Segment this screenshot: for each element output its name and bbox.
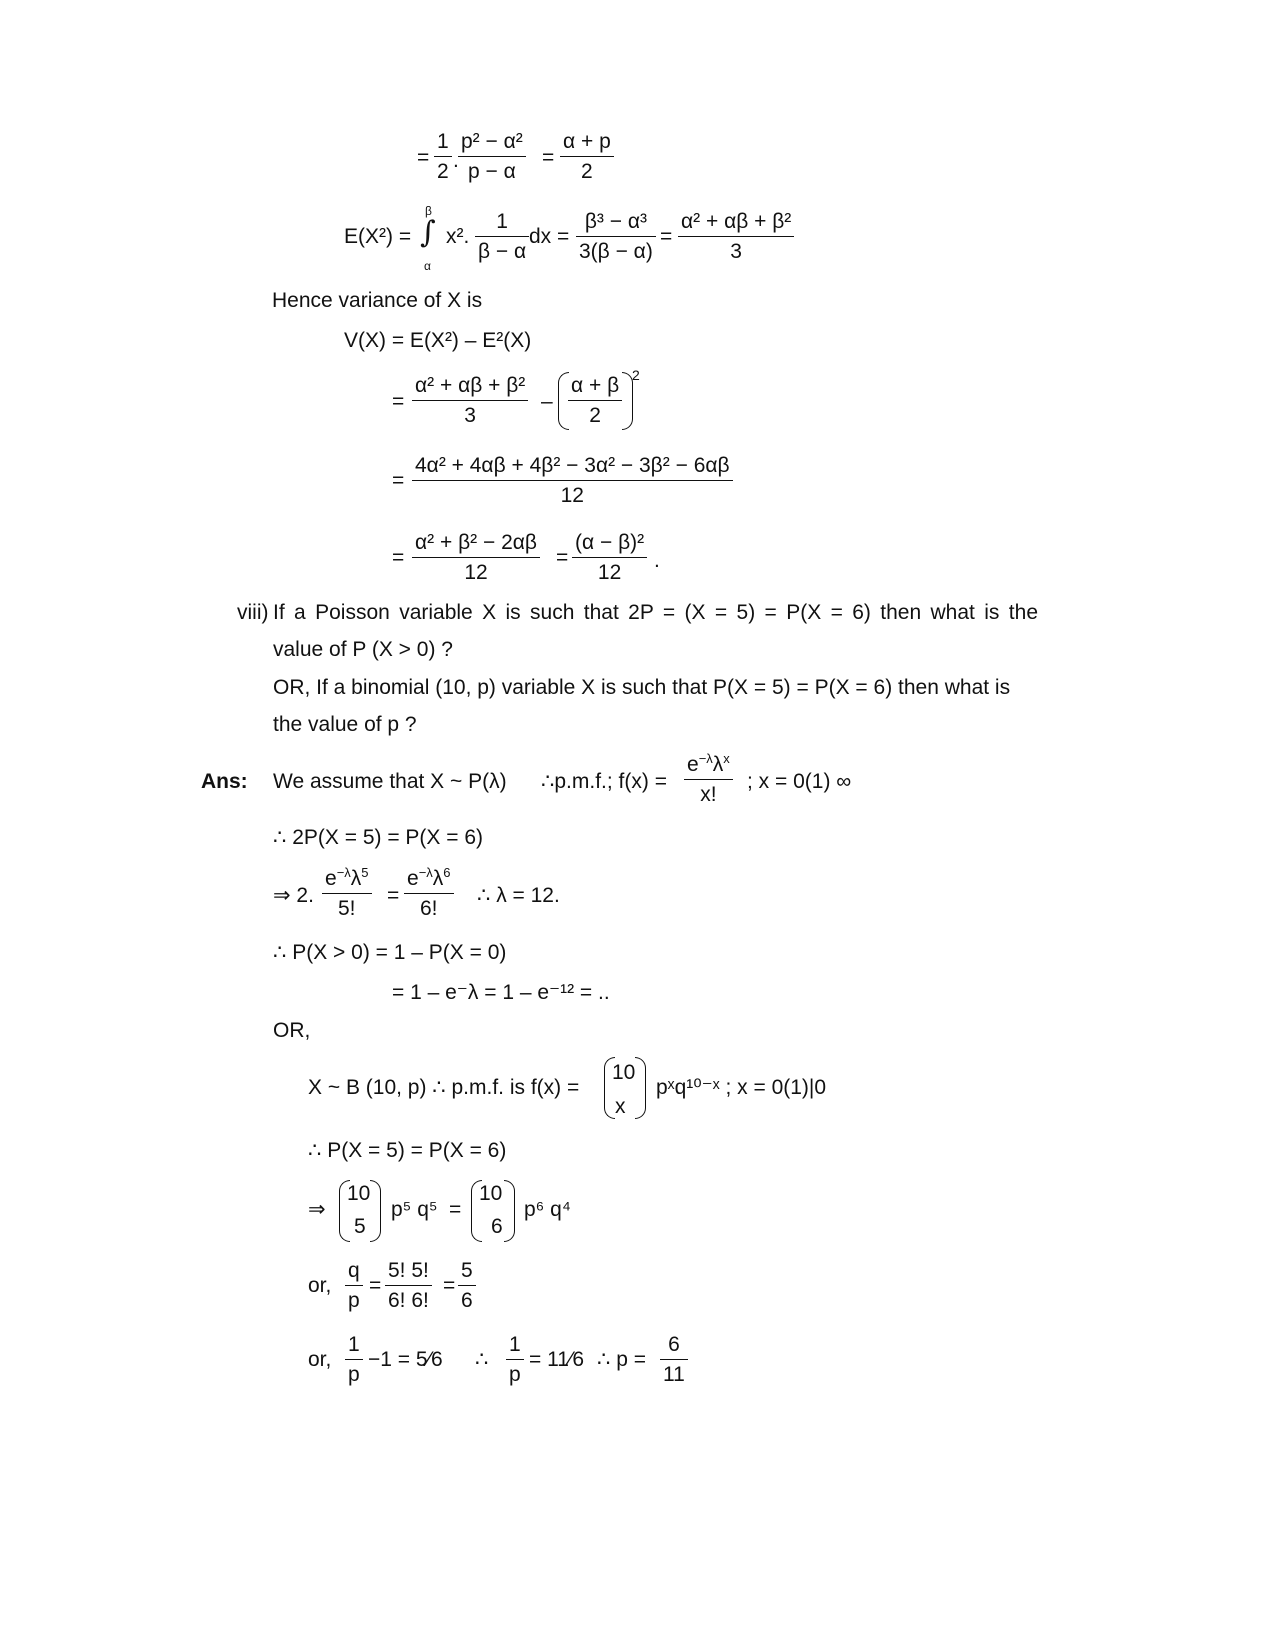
equals-sign: = bbox=[392, 469, 405, 492]
binomial-pmf-label: X ~ B (10, p) ∴ p.m.f. is f(x) = bbox=[308, 1076, 580, 1099]
dot: . bbox=[453, 149, 459, 172]
fraction-poisson-pmf bbox=[684, 751, 733, 807]
numerator: α² + β² − 2αβ bbox=[415, 531, 537, 554]
numerator: 1 bbox=[496, 210, 508, 233]
right-paren bbox=[370, 1180, 381, 1242]
pmf-range: ; x = 0(1) ∞ bbox=[747, 770, 852, 793]
numerator: (α − β)² bbox=[575, 531, 645, 554]
numerator: α + p bbox=[563, 130, 611, 153]
equals-sign: = bbox=[392, 390, 405, 413]
numerator: p² − α² bbox=[461, 130, 523, 153]
minus-sign: – bbox=[541, 390, 553, 413]
binom-top: 10 bbox=[612, 1061, 636, 1084]
fraction-1-over-p bbox=[345, 1334, 363, 1386]
prob-x-gt-0: ∴ P(X > 0) = 1 – P(X = 0) bbox=[273, 941, 507, 964]
or-label: or, bbox=[308, 1274, 332, 1297]
question-line-4: the value of p ? bbox=[273, 713, 417, 736]
equals-sign: = bbox=[556, 546, 569, 569]
question-line-1: If a Poisson variable X is such that 2P = (X = 5) = P(X = 6) then what is the bbox=[273, 601, 1038, 624]
equals-sign: = bbox=[387, 884, 400, 907]
term-p6q4: p⁶ q⁴ bbox=[524, 1198, 571, 1221]
numerator: q bbox=[348, 1259, 360, 1282]
fraction-beta3-alpha3 bbox=[576, 211, 656, 263]
equals-sign: = bbox=[449, 1198, 462, 1221]
variance-definition: V(X) = E(X²) – E²(X) bbox=[344, 329, 532, 352]
numerator: 5! 5! bbox=[388, 1259, 429, 1282]
equals-sign: = bbox=[660, 225, 673, 248]
variance-intro: Hence variance of X is bbox=[272, 289, 483, 312]
fraction-5-over-6 bbox=[458, 1260, 476, 1312]
or-label: OR, bbox=[273, 1019, 311, 1042]
numerator: $e^{-\lambda}\lambda^x$ bbox=[687, 751, 730, 776]
x-squared: x². bbox=[446, 225, 470, 248]
fraction-6-over-11 bbox=[660, 1334, 688, 1386]
dx: dx = bbox=[529, 225, 570, 248]
equals-sign: = bbox=[392, 546, 405, 569]
fraction-1-over-p bbox=[506, 1334, 524, 1386]
fraction-p2-alpha2 bbox=[458, 131, 526, 183]
denominator: 3 bbox=[678, 236, 794, 263]
denominator: 6! 6! bbox=[385, 1285, 432, 1312]
exponent: 2 bbox=[632, 367, 640, 383]
fraction-alpha-beta-over-2 bbox=[568, 375, 622, 427]
fraction-step3 bbox=[412, 532, 540, 584]
denominator: p − α bbox=[458, 156, 526, 183]
fraction-half bbox=[434, 131, 452, 183]
denominator: 6! bbox=[404, 893, 454, 920]
numerator: 4α² + 4αβ + 4β² − 3α² − 3β² − 6αβ bbox=[415, 454, 730, 477]
numerator: α² + αβ + β² bbox=[681, 210, 792, 233]
denominator: x! bbox=[684, 779, 733, 806]
numerator: 1 bbox=[437, 130, 449, 153]
or-label: or, bbox=[308, 1348, 332, 1371]
ex2-label: E(X²) = bbox=[344, 225, 412, 248]
fraction-alpha-plus-p bbox=[560, 131, 614, 183]
fraction-e-lambda5 bbox=[322, 865, 372, 921]
integral-upper-limit: β bbox=[425, 204, 432, 218]
fraction-q-over-p bbox=[345, 1260, 363, 1312]
numerator: $e^{-\lambda}\lambda^6$ bbox=[407, 865, 451, 890]
denominator: 11 bbox=[660, 1359, 688, 1386]
numerator: α + β bbox=[571, 374, 620, 397]
fraction-ex2-result bbox=[678, 211, 794, 263]
numerator: 1 bbox=[348, 1333, 360, 1356]
binom-top: 10 bbox=[347, 1182, 371, 1205]
therefore-p: ∴ p = bbox=[597, 1348, 646, 1371]
denominator: 3(β − α) bbox=[576, 236, 656, 263]
assumption: We assume that X ~ P(λ) bbox=[273, 770, 507, 793]
binom-bottom: x bbox=[615, 1095, 626, 1118]
binom-bottom: 5 bbox=[354, 1215, 366, 1238]
numerator: 6 bbox=[668, 1333, 680, 1356]
numerator: 1 bbox=[509, 1333, 521, 1356]
equals-sign: = bbox=[369, 1274, 382, 1297]
answer-label: Ans: bbox=[201, 770, 248, 793]
fraction-1-over-beta-alpha bbox=[475, 211, 529, 263]
numerator: 5 bbox=[461, 1259, 473, 1282]
equals-sign: = bbox=[542, 146, 555, 169]
numerator: $e^{-\lambda}\lambda^5$ bbox=[325, 865, 369, 890]
binom-equation: ∴ P(X = 5) = P(X = 6) bbox=[308, 1139, 507, 1162]
lambda-result: ∴ λ = 12. bbox=[477, 884, 560, 907]
numerator: α² + αβ + β² bbox=[415, 374, 526, 397]
fraction-e-lambda6 bbox=[404, 865, 454, 921]
denominator: p bbox=[345, 1285, 363, 1312]
numerator: β³ − α³ bbox=[584, 210, 647, 233]
denominator: 5! bbox=[322, 893, 372, 920]
binom-top: 10 bbox=[479, 1182, 503, 1205]
question-line-2: value of P (X > 0) ? bbox=[273, 638, 453, 661]
binomial-pmf-term: pˣq¹⁰⁻ˣ ; x = 0(1)|0 bbox=[656, 1076, 827, 1099]
implies-arrow: ⇒ bbox=[308, 1198, 326, 1221]
right-paren bbox=[504, 1180, 515, 1242]
equals-sign: = bbox=[443, 1274, 456, 1297]
denominator: 6 bbox=[458, 1285, 476, 1312]
integral-sign: ∫ bbox=[420, 215, 436, 250]
denominator: 2 bbox=[434, 156, 452, 183]
denominator: β − α bbox=[475, 236, 529, 263]
term-p5q5: p⁵ q⁵ bbox=[391, 1198, 438, 1221]
binom-bottom: 6 bbox=[491, 1215, 503, 1238]
prob-x-gt-0-result: = 1 – e⁻λ = 1 – e⁻¹² = .. bbox=[392, 981, 610, 1004]
denominator: 12 bbox=[412, 557, 540, 584]
equation-2p: ∴ 2P(X = 5) = P(X = 6) bbox=[273, 826, 484, 849]
denominator: 12 bbox=[572, 557, 647, 584]
denominator: p bbox=[345, 1359, 363, 1386]
pmf-label: ∴p.m.f.; f(x) = bbox=[541, 770, 667, 793]
period: . bbox=[654, 549, 660, 572]
therefore: ∴ bbox=[475, 1348, 489, 1371]
question-number: viii) bbox=[237, 601, 269, 624]
implies-2: ⇒ 2. bbox=[273, 884, 314, 907]
fraction-step3-final bbox=[572, 532, 647, 584]
equals-sign: = bbox=[417, 146, 430, 169]
question-line-3: OR, If a binomial (10, p) variable X is such that P(X = 5) = P(X = 6) then what is bbox=[273, 676, 1011, 699]
integral-lower-limit: α bbox=[424, 259, 431, 273]
right-paren bbox=[635, 1057, 646, 1119]
denominator: 12 bbox=[412, 480, 733, 507]
fraction-factorials bbox=[385, 1260, 432, 1312]
denominator: 3 bbox=[412, 400, 528, 427]
equals-eleven-sixths: = 11⁄6 bbox=[529, 1348, 585, 1371]
denominator: 2 bbox=[568, 400, 622, 427]
minus-one-equals: −1 = 5⁄6 bbox=[368, 1348, 443, 1371]
fraction-step2 bbox=[412, 455, 733, 507]
denominator: p bbox=[506, 1359, 524, 1386]
denominator: 2 bbox=[560, 156, 614, 183]
fraction-step1 bbox=[412, 375, 528, 427]
